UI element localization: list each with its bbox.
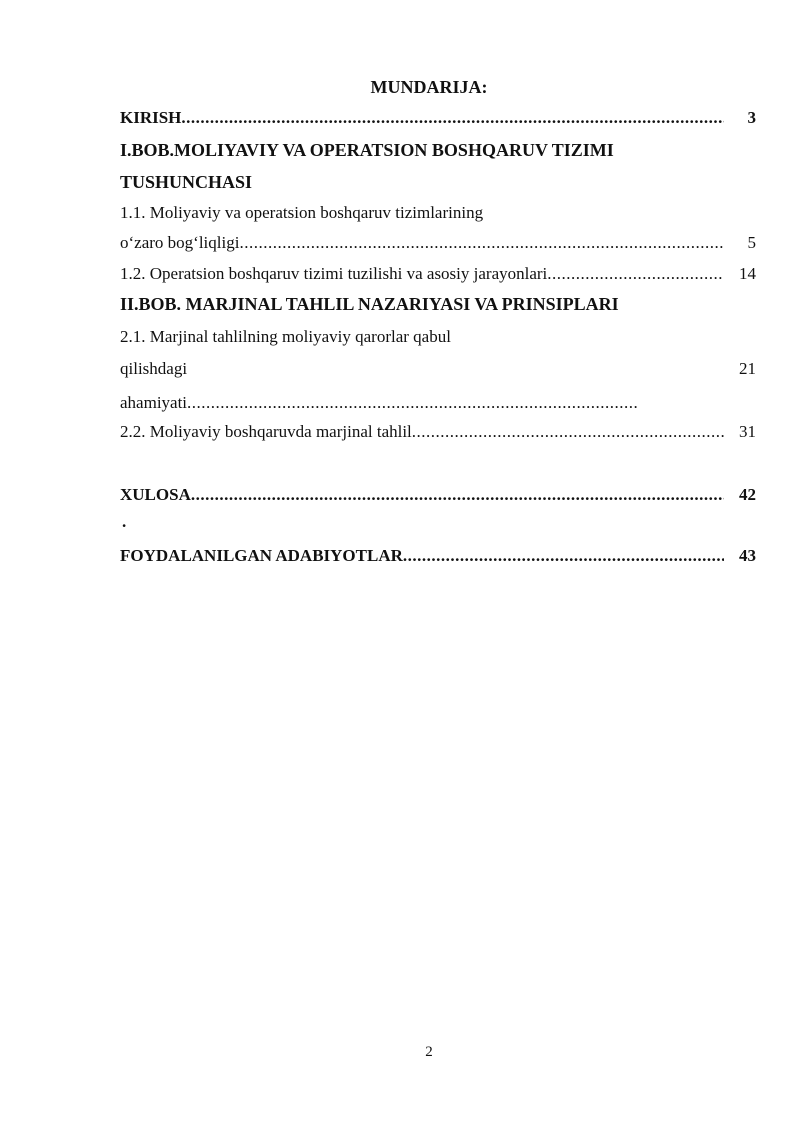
dot-leader [181,108,724,128]
chapter1-heading-line1: I.BOB.MOLIYAVIY VA OPERATSION BOSHQARUV TIZIMI [120,140,614,160]
toc-page-number-2-1: 21 [739,359,756,378]
toc-entry-2-2 [120,422,756,446]
dot-leader [191,485,724,505]
toc-label: o‘zaro bog‘liqligi [120,233,240,252]
toc-page-number: 3 [747,108,756,127]
section-2-1-line1: 2.1. Marjinal tahlilning moliyaviy qarorlar qabul [120,327,451,346]
toc-entry-xulosa [120,485,756,509]
toc-label: XULOSA [120,485,191,504]
toc-entry-adabiyotlar [120,546,756,570]
stray-mark: . [122,512,127,531]
section-2-1-line2: qilishdagi [120,359,188,378]
toc-entry-kirish [120,108,756,132]
toc-label: FOYDALANILGAN ADABIYOTLAR [120,546,403,565]
dot-leader [239,233,724,253]
section-1-1-line1: 1.1. Moliyaviy va operatsion boshqaruv tizimlarining [120,203,484,222]
chapter1-heading-line2: TUSHUNCHASI [120,172,253,192]
toc-label: ahamiyati [120,393,188,412]
toc-entry-2-1 [120,393,644,417]
toc-entry-1-2 [120,264,756,288]
toc-label: 2.2. Moliyaviy boshqaruvda marjinal tahlil [120,422,412,441]
dot-leader [412,422,724,442]
toc-page-number: 31 [739,422,756,441]
toc-page-number: 43 [739,546,756,565]
toc-page-number: 14 [739,264,756,283]
toc-page-number: 5 [747,233,756,252]
toc-label: KIRISH [120,108,182,127]
dot-leader [403,546,724,566]
toc-entry-1-1 [120,233,756,257]
chapter2-heading: II.BOB. MARJINAL TAHLIL NAZARIYASI VA PRINSIPLARI [120,294,619,314]
dot-leader [547,264,724,284]
toc-label: 1.2. Operatsion boshqaruv tizimi tuzilishi va asosiy jarayonlari [120,264,548,283]
toc-page-number: 42 [739,485,756,504]
dot-leader [187,393,638,413]
page-number: 2 [425,1044,433,1060]
toc-title: MUNDARIJA: [370,77,488,97]
